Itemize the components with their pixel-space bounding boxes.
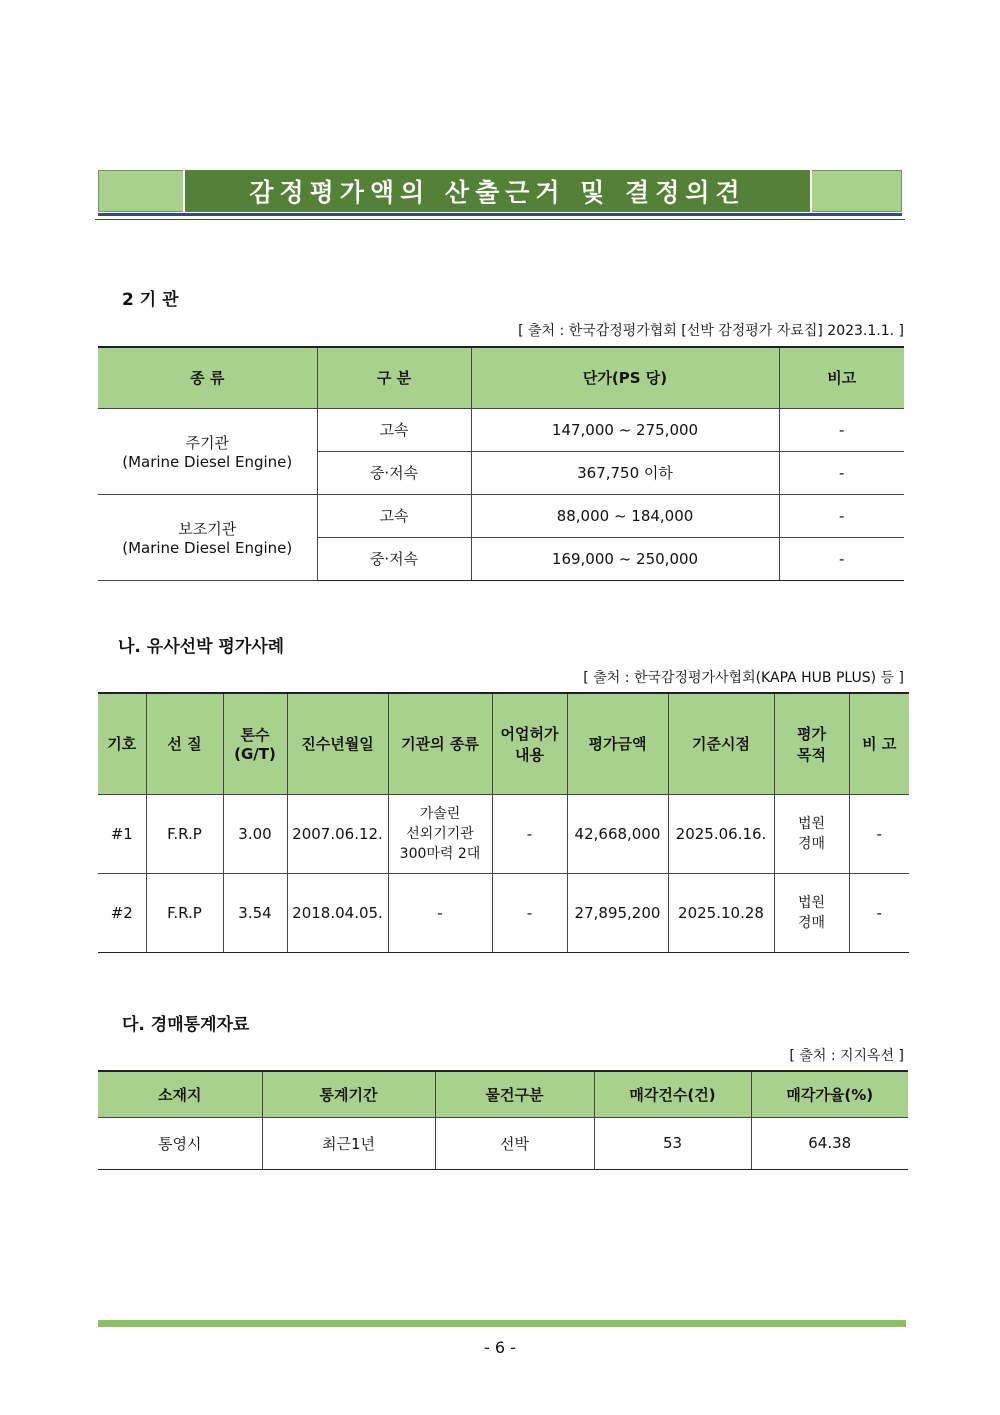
engine-type-cell xyxy=(98,408,317,494)
case-launch-cell: 2018.04.05. xyxy=(287,873,388,952)
header-hull-material: 선 질 xyxy=(146,693,223,794)
case-purpose-cell xyxy=(774,794,849,873)
engine-type-english: (Marine Diesel Engine) xyxy=(122,538,293,557)
engine-price-table xyxy=(98,346,904,581)
case-engine-line2: 선외기기관 xyxy=(406,825,474,842)
stats-section-heading: 다. 경매통계자료 xyxy=(122,1015,250,1035)
table-header-row xyxy=(98,347,904,408)
header-fishing-license-line1: 어업허가 xyxy=(500,724,559,743)
header-type: 종 류 xyxy=(98,347,317,408)
stats-category-cell: 선박 xyxy=(435,1117,594,1169)
header-purpose-line1: 평가 xyxy=(797,724,826,743)
header-unit-price: 단가(PS 당) xyxy=(471,347,779,408)
case-purpose-line1: 법원 xyxy=(797,894,826,911)
engine-type-name: 보조기관 xyxy=(178,519,237,538)
case-purpose-line2: 경매 xyxy=(797,835,826,852)
header-base-date: 기준시점 xyxy=(668,693,774,794)
table-header-row xyxy=(98,1071,908,1117)
header-no: 기호 xyxy=(98,693,146,794)
title-underline-thick xyxy=(98,213,902,216)
header-appraised-amount: 평가금액 xyxy=(567,693,668,794)
stats-source-note: [ 출처 : 지지옥션 ] xyxy=(789,1048,904,1064)
header-sale-rate: 매각가율(%) xyxy=(751,1071,908,1117)
case-purpose-line2: 경매 xyxy=(797,914,826,931)
table-row xyxy=(98,408,904,451)
case-launch-cell: 2007.06.12. xyxy=(287,794,388,873)
table-row xyxy=(98,794,909,873)
case-no-cell: #2 xyxy=(98,873,146,952)
engine-type-cell xyxy=(98,494,317,580)
header-tonnage xyxy=(223,693,287,794)
header-sale-count: 매각건수(건) xyxy=(594,1071,751,1117)
header-purpose-line2: 목적 xyxy=(797,745,826,764)
cases-section-heading: 나. 유사선박 평가사례 xyxy=(118,637,285,657)
engine-price-cell: 88,000 ~ 184,000 xyxy=(471,494,779,537)
header-note: 비 고 xyxy=(849,693,909,794)
table-row xyxy=(98,494,904,537)
header-fishing-license xyxy=(492,693,567,794)
engine-price-cell: 169,000 ~ 250,000 xyxy=(471,537,779,580)
case-purpose-cell xyxy=(774,873,849,952)
engine-class-cell: 중·저속 xyxy=(317,537,471,580)
case-engine-line3: 300마력 2대 xyxy=(399,845,481,862)
stats-period-cell: 최근1년 xyxy=(262,1117,435,1169)
page-title: 감정평가액의 산출근거 및 결정의견 xyxy=(183,170,812,212)
cases-source-note: [ 출처 : 한국감정평가사협회(KAPA HUB PLUS) 등 ] xyxy=(583,670,904,686)
engine-type-name: 주기관 xyxy=(185,433,229,452)
table-row xyxy=(98,873,909,952)
engine-note-cell: - xyxy=(779,451,904,494)
engine-source-note: [ 출처 : 한국감정평가협회 [선박 감정평가 자료집] 2023.1.1. ] xyxy=(518,323,904,339)
table-header-row xyxy=(98,693,909,794)
engine-class-cell: 중·저속 xyxy=(317,451,471,494)
case-engine-cell xyxy=(388,794,492,873)
engine-note-cell: - xyxy=(779,408,904,451)
title-underline-thin xyxy=(95,219,905,220)
case-note-cell: - xyxy=(849,873,909,952)
case-engine-line1: 가솔린 xyxy=(419,805,461,822)
case-engine-cell: - xyxy=(388,873,492,952)
case-date-cell: 2025.10.28 xyxy=(668,873,774,952)
header-note: 비고 xyxy=(779,347,904,408)
case-no-cell: #1 xyxy=(98,794,146,873)
auction-stats-table xyxy=(98,1070,908,1170)
header-launch-date: 진수년월일 xyxy=(287,693,388,794)
header-purpose xyxy=(774,693,849,794)
header-tonnage-line1: 톤수 xyxy=(240,726,270,745)
header-item-category: 물건구분 xyxy=(435,1071,594,1117)
engine-section-heading: 2 기 관 xyxy=(122,290,179,310)
engine-note-cell: - xyxy=(779,537,904,580)
case-tonnage-cell: 3.00 xyxy=(223,794,287,873)
case-purpose-line1: 법원 xyxy=(797,815,826,832)
case-amount-cell: 27,895,200 xyxy=(567,873,668,952)
engine-note-cell: - xyxy=(779,494,904,537)
engine-class-cell: 고속 xyxy=(317,494,471,537)
header-period: 통계기간 xyxy=(262,1071,435,1117)
header-tonnage-line2: (G/T) xyxy=(234,745,276,764)
engine-price-cell: 147,000 ~ 275,000 xyxy=(471,408,779,451)
similar-vessel-cases-table xyxy=(98,692,909,953)
case-amount-cell: 42,668,000 xyxy=(567,794,668,873)
header-fishing-license-line2: 내용 xyxy=(515,745,544,764)
engine-price-cell: 367,750 이하 xyxy=(471,451,779,494)
table-row xyxy=(98,1117,908,1169)
case-tonnage-cell: 3.54 xyxy=(223,873,287,952)
case-hull-cell: F.R.P xyxy=(146,794,223,873)
footer-bar xyxy=(98,1320,906,1327)
engine-class-cell: 고속 xyxy=(317,408,471,451)
title-banner xyxy=(98,170,902,212)
header-location: 소재지 xyxy=(98,1071,262,1117)
header-class: 구 분 xyxy=(317,347,471,408)
case-hull-cell: F.R.P xyxy=(146,873,223,952)
stats-count-cell: 53 xyxy=(594,1117,751,1169)
engine-type-english: (Marine Diesel Engine) xyxy=(122,452,293,471)
case-date-cell: 2025.06.16. xyxy=(668,794,774,873)
stats-rate-cell: 64.38 xyxy=(751,1117,908,1169)
case-license-cell: - xyxy=(492,794,567,873)
case-license-cell: - xyxy=(492,873,567,952)
header-engine-type: 기관의 종류 xyxy=(388,693,492,794)
case-note-cell: - xyxy=(849,794,909,873)
page-number: - 6 - xyxy=(484,1338,516,1357)
stats-location-cell: 통영시 xyxy=(98,1117,262,1169)
